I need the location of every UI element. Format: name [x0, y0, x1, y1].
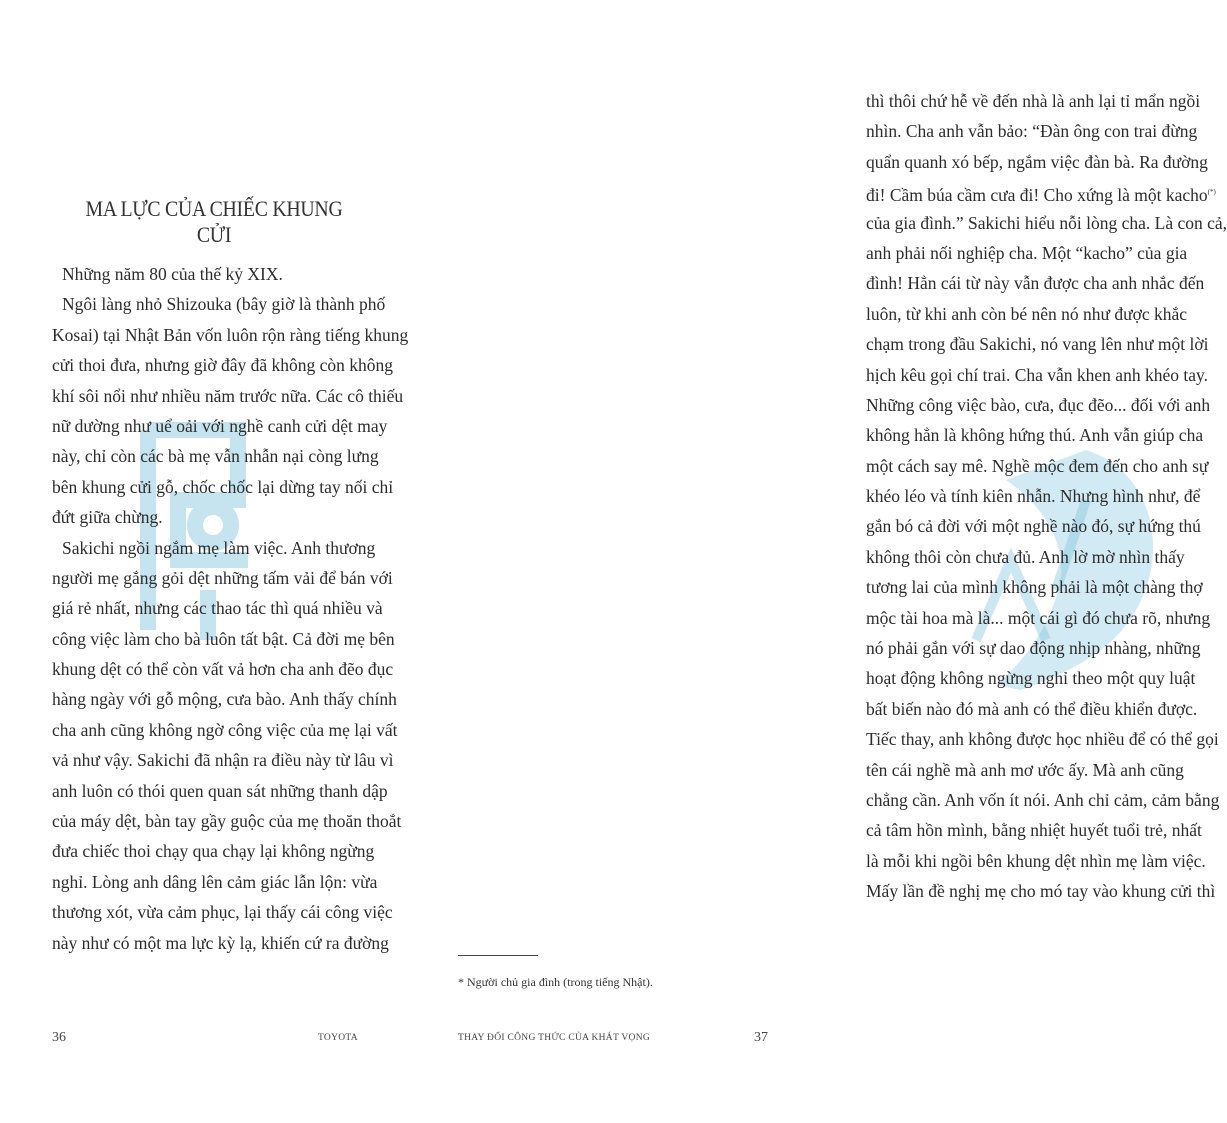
text-line: bên khung cửi gỗ, chốc chốc lại dừng tay nối chỉ	[52, 476, 394, 497]
text-line: khéo léo và tính kiên nhẫn. Nhưng hình như, để	[866, 486, 1201, 507]
text-line: đưa chiếc thoi chạy qua chạy lại không ngừng	[52, 841, 375, 862]
text-line: không hẳn là không hứng thú. Anh vẫn giúp cha	[866, 425, 1204, 446]
text-line: thương xót, vừa cảm phục, lại thấy cái công việc	[52, 902, 393, 923]
text-line: khung dệt có thể còn vất vả hơn cha anh đẽo đục	[52, 659, 394, 680]
text-line: này như có một ma lực kỳ lạ, khiến cứ ra đường	[52, 932, 389, 953]
text-line: một cách say mê. Nghề mộc đem đến cho anh sự	[866, 455, 1209, 476]
text-line: gắn bó cả đời với một nghề nào đó, sự hứng thú	[866, 516, 1201, 537]
text-line: đi! Cầm búa cầm cưa đi! Cho xứng là một kacho	[866, 185, 1208, 205]
footnote: * Người chủ gia đình (trong tiếng Nhật).	[458, 975, 653, 989]
footnote-rule	[458, 955, 538, 956]
text-line: hàng ngày với gỗ mộng, cưa bào. Anh thấy chính	[52, 689, 397, 710]
text-line: hịch kêu gọi chí trai. Cha vẫn khen anh khéo tay.	[866, 364, 1208, 385]
running-head: TOYOTA	[318, 1033, 358, 1043]
text-line: chẳng cần. Anh vốn ít nói. Anh chỉ cảm, cảm bằng	[866, 789, 1220, 810]
text-line: Những năm 80 của thế kỷ XIX.	[62, 264, 283, 284]
text-line: giá rẻ nhất, nhưng các thao tác thì quá nhiều và	[52, 598, 383, 619]
text-line: cha anh cũng không ngờ công việc của mẹ lại vất	[52, 719, 398, 740]
text-line: Tiếc thay, anh không được học nhiều để có thể gọi	[866, 729, 1219, 750]
left-page-body	[52, 259, 409, 958]
text-line: tương lai của mình không phải là một chàng thợ	[866, 577, 1203, 598]
text-line: thì thôi chứ hễ về đến nhà là anh lại tỉ mẩn ngồi	[866, 91, 1201, 111]
text-line: Ngôi làng nhỏ Shizouka (bây giờ là thành phố	[62, 294, 386, 315]
text-line: vả như vậy. Sakichi đã nhận ra điều này từ lâu vì	[52, 750, 394, 771]
text-line: của gia đình.” Sakichi hiểu nỗi lòng cha. Là con cả,	[866, 212, 1227, 233]
left-page	[0, 0, 408, 1123]
page-number: 36	[52, 1030, 66, 1045]
text-line: chạm trong đầu Sakichi, nó vang lên như một lời	[866, 334, 1209, 355]
text-line: người mẹ gắng gỏi dệt những tấm vải để bán với	[52, 567, 393, 588]
right-page	[408, 0, 1227, 1123]
text-line: đứt giữa chừng.	[52, 507, 163, 528]
text-line: là mỗi khi ngồi bên khung dệt nhìn mẹ làm việc.	[866, 850, 1206, 871]
footnote-marker: (*)	[1207, 188, 1216, 197]
text-line: quẩn quanh xó bếp, ngắm việc đàn bà. Ra đường	[866, 151, 1208, 172]
text-line: công việc làm cho bà luôn tất bật. Cả đời mẹ bên	[52, 628, 395, 649]
text-line: Những công việc bào, cưa, đục đẽo... đối với anh	[866, 394, 1211, 415]
text-line: mộc tài hoa mà là... một cái gì đó chưa rõ, nhưng	[866, 607, 1211, 628]
text-line: nhìn. Cha anh vẫn bảo: “Đàn ông con trai đừng	[866, 121, 1198, 142]
text-line: anh luôn có thói quen quan sát những thanh dập	[52, 780, 388, 801]
text-line: Sakichi ngồi ngắm mẹ làm việc. Anh thương	[62, 537, 376, 558]
text-line: khí sôi nổi như nhiều năm trước nữa. Các cô thiếu	[52, 385, 404, 406]
page-number: 37	[754, 1030, 768, 1045]
text-line: hoạt động không ngừng nghỉ theo một quy luật	[866, 668, 1196, 689]
chapter-title: MA LỰC CỦA CHIẾC KHUNG CỬI	[85, 196, 343, 247]
text-line: cửi thoi đưa, nhưng giờ đây đã không còn không	[52, 355, 393, 376]
text-line: luôn, từ khi anh còn bé nên nó như được khắc	[866, 303, 1188, 324]
text-line: cả tâm hồn mình, bằng nhiệt huyết tuổi trẻ, nhất	[866, 820, 1202, 841]
text-line: bất biến nào đó mà anh có thể điều khiển được.	[866, 698, 1198, 719]
text-line: nghỉ. Lòng anh dâng lên cảm giác lẫn lộn: vừa	[52, 871, 378, 892]
text-line: nó phải gắn với sự dao động nhịp nhàng, những	[866, 638, 1201, 659]
text-line: anh phải nối nghiệp cha. Một “kacho” của gia	[866, 242, 1188, 263]
text-line: đình! Hẳn cái từ này vẫn được cha anh nhắc đến	[866, 273, 1205, 294]
text-line: của máy dệt, bàn tay gầy guộc của mẹ thoăn thoắt	[52, 811, 402, 832]
text-line: không thôi còn chưa đủ. Anh lờ mờ nhìn thấy	[866, 546, 1185, 567]
text-line: tên cái nghề mà anh mơ ước ấy. Mà anh cũng	[866, 759, 1184, 780]
text-line: Mấy lần đề nghị mẹ cho mó tay vào khung cửi thì	[866, 881, 1216, 902]
text-line: nữ dường như uể oải với nghề canh cửi dệt may	[52, 415, 388, 436]
text-line-with-footnote-ref	[866, 177, 1216, 207]
running-head: THAY ĐỔI CÔNG THỨC CỦA KHÁT VỌNG	[458, 1033, 651, 1043]
text-line: Kosai) tại Nhật Bản vốn luôn rộn ràng tiếng khung	[52, 324, 409, 345]
right-page-body	[866, 86, 1227, 907]
text-line: này, chỉ còn các bà mẹ vẫn nhẫn nại còng lưng	[52, 446, 379, 467]
